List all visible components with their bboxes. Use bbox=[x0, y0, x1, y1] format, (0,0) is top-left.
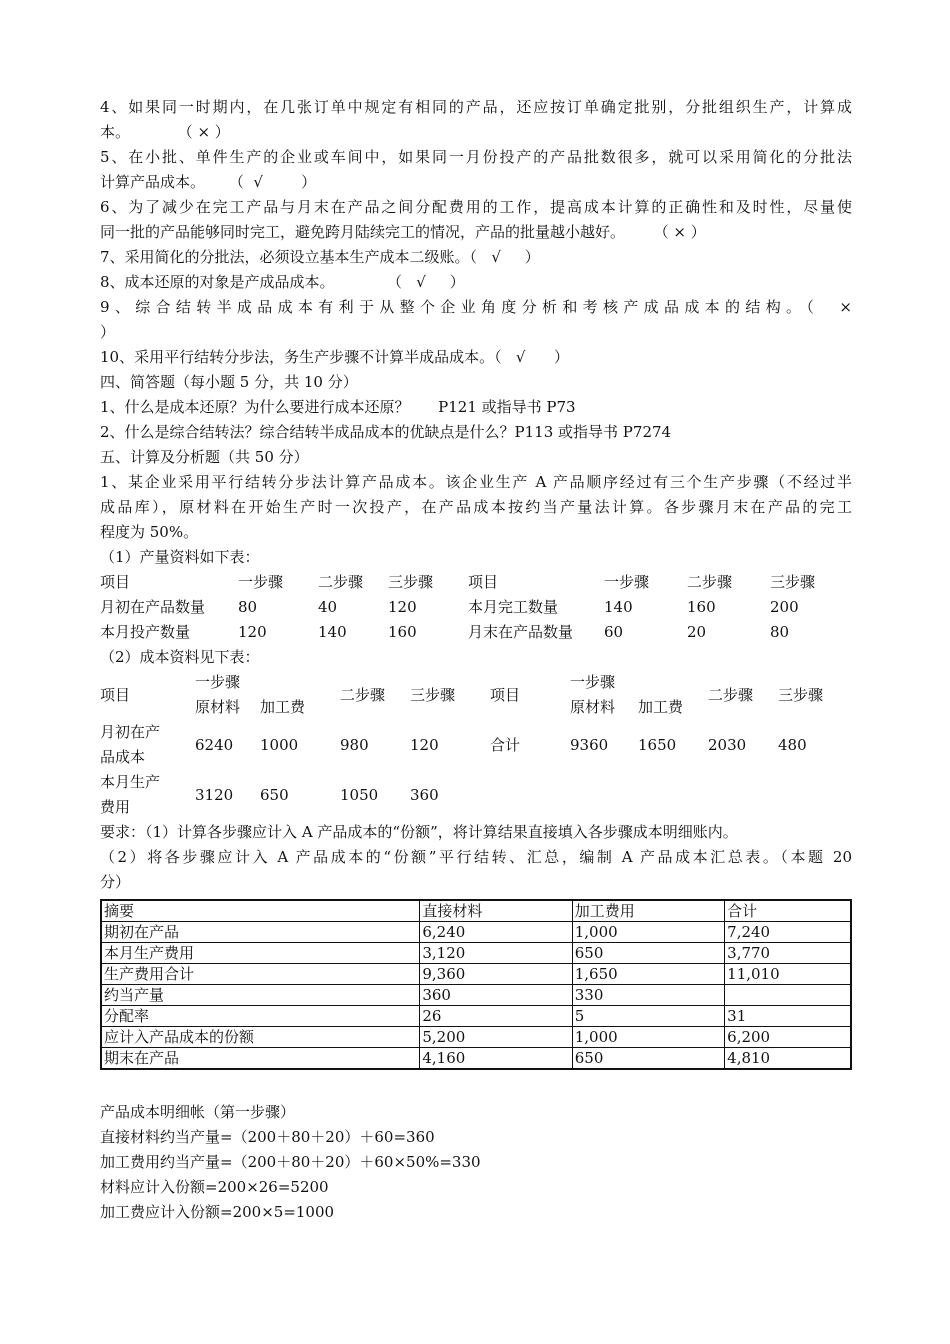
judgment-q4-line1: 4、如果同一时期内，在几张订单中规定有相同的产品，还应按订单确定批别，分批组织生产，计算成 bbox=[100, 98, 852, 116]
table-cell: 480 bbox=[778, 735, 807, 754]
table-row bbox=[101, 1027, 851, 1048]
table-cell: 650 bbox=[572, 1048, 724, 1070]
calc-heading: 五、计算及分析题（共 50 分） bbox=[100, 448, 309, 466]
table-header-row bbox=[101, 900, 851, 922]
judgment-q9-line1: 9、综合结转半成品成本有利于从整个企业角度分析和考核产成品成本的结构。（ × bbox=[100, 298, 852, 316]
table-cell: 分配率 bbox=[101, 1006, 420, 1027]
ledger-title: 产品成本明细帐（第一步骤） bbox=[100, 1103, 296, 1121]
table-cell: 6,200 bbox=[725, 1027, 851, 1048]
table-cell: 一步骤 bbox=[238, 573, 284, 591]
table-cell: 本月完工数量 bbox=[468, 598, 559, 616]
table-cell: 一步骤 bbox=[604, 573, 650, 591]
table-cell: 1,650 bbox=[572, 964, 724, 985]
table-cell: 650 bbox=[260, 785, 289, 804]
table-cell: 20 bbox=[687, 623, 707, 641]
table-cell: 1050 bbox=[340, 785, 379, 804]
table-row bbox=[100, 670, 848, 695]
table-cell: 三步骤 bbox=[410, 685, 456, 704]
table-cell: 60 bbox=[604, 623, 624, 641]
table-cell: 一步骤 bbox=[570, 673, 616, 691]
table-cell: 160 bbox=[388, 623, 417, 641]
row-label-part: 月初在产 bbox=[100, 723, 161, 741]
table-cell: 三步骤 bbox=[388, 573, 434, 591]
output-table bbox=[100, 570, 850, 645]
table-cell: 二步骤 bbox=[687, 573, 733, 591]
table-cell: 4,810 bbox=[725, 1048, 851, 1070]
judgment-q9-line2: ） bbox=[100, 323, 116, 341]
table-cell: 9,360 bbox=[420, 964, 572, 985]
table-cell: 26 bbox=[420, 1006, 572, 1027]
table-cell: 1650 bbox=[638, 735, 677, 754]
table-cell: 项目 bbox=[490, 685, 521, 704]
table-cell: 11,010 bbox=[725, 964, 851, 985]
table-cell: 80 bbox=[770, 623, 790, 641]
table-cell: 1,000 bbox=[572, 1027, 724, 1048]
calc-q1-line1: 1、某企业采用平行结转分步法计算产品成本。该企业生产 A 产品顺序经过有三个生产步骤（不经过半 bbox=[100, 473, 852, 491]
table-cell: 5 bbox=[572, 1006, 724, 1027]
cost-table-caption: （2）成本资料见下表： bbox=[100, 648, 260, 666]
table-cell: 本月生产费用 bbox=[101, 943, 420, 964]
table-row bbox=[100, 720, 848, 770]
table-cell: 120 bbox=[388, 598, 417, 616]
table-cell: 120 bbox=[238, 623, 267, 641]
output-table-caption: （1）产量资料如下表： bbox=[100, 548, 260, 566]
table-cell: 3120 bbox=[195, 785, 234, 804]
short-answer-q1: 1、什么是成本还原？为什么要进行成本还原？ P121 或指导书 P73 bbox=[100, 398, 576, 416]
table-cell: 本月投产数量 bbox=[100, 623, 191, 641]
cost-table bbox=[100, 670, 848, 820]
table-cell: 加工费 bbox=[638, 698, 684, 716]
table-cell: 项目 bbox=[100, 573, 131, 591]
table-cell: 1,000 bbox=[572, 922, 724, 943]
table-cell: 980 bbox=[340, 735, 369, 754]
table-cell: 360 bbox=[420, 985, 572, 1006]
table-cell bbox=[708, 770, 778, 820]
table-row bbox=[100, 620, 850, 645]
spacer bbox=[100, 1070, 852, 1100]
table-cell bbox=[638, 770, 708, 820]
table-cell: 140 bbox=[604, 598, 633, 616]
table-cell: 40 bbox=[318, 598, 338, 616]
table-row bbox=[101, 1048, 851, 1070]
table-cell bbox=[100, 770, 195, 820]
table-cell bbox=[725, 985, 851, 1006]
table-cell: 6240 bbox=[195, 735, 234, 754]
table-cell: 期末在产品 bbox=[101, 1048, 420, 1070]
judgment-q8: 8、成本还原的对象是产成品成本。 （ √ ） bbox=[100, 273, 465, 291]
requirement-line3: 分） bbox=[100, 873, 131, 891]
table-cell: 一步骤 bbox=[195, 673, 241, 691]
judgment-q7: 7、采用简化的分批法，必须设立基本生产成本二级账。（ √ ） bbox=[100, 248, 540, 266]
table-cell: 5,200 bbox=[420, 1027, 572, 1048]
table-cell: 二步骤 bbox=[340, 685, 386, 704]
row-label-part: 品成本 bbox=[100, 748, 146, 766]
table-cell: 120 bbox=[410, 735, 439, 754]
requirement-line1: 要求：（1）计算各步骤应计入 A 产品成本的“份额”，将计算结果直接填入各步骤成本明细账内。 bbox=[100, 823, 738, 841]
table-cell: 330 bbox=[572, 985, 724, 1006]
table-header-cell: 摘要 bbox=[101, 900, 420, 922]
table-cell: 项目 bbox=[100, 685, 131, 704]
table-cell: 3,120 bbox=[420, 943, 572, 964]
judgment-q4-line2: 本。 （ × ） bbox=[100, 123, 230, 141]
table-cell: 80 bbox=[238, 598, 258, 616]
table-row bbox=[101, 1006, 851, 1027]
calc-note-line: 加工费用约当产量=（200＋80＋20）＋60×50%=330 bbox=[100, 1153, 481, 1171]
calc-q1-line3: 程度为 50%。 bbox=[100, 523, 199, 541]
document-page bbox=[100, 95, 852, 1225]
table-cell bbox=[778, 770, 848, 820]
table-cell bbox=[570, 770, 638, 820]
table-row bbox=[101, 943, 851, 964]
table-row bbox=[100, 770, 848, 820]
table-cell: 31 bbox=[725, 1006, 851, 1027]
table-cell bbox=[100, 720, 195, 770]
table-cell: 生产费用合计 bbox=[101, 964, 420, 985]
table-cell: 3,770 bbox=[725, 943, 851, 964]
table-header-cell: 加工费用 bbox=[572, 900, 724, 922]
table-cell: 7,240 bbox=[725, 922, 851, 943]
judgment-q10: 10、采用平行结转分步法，务生产步骤不计算半成品成本。（ √ ） bbox=[100, 348, 570, 366]
table-cell: 二步骤 bbox=[708, 685, 754, 704]
table-cell: 约当产量 bbox=[101, 985, 420, 1006]
table-cell: 项目 bbox=[468, 573, 499, 591]
table-cell: 期初在产品 bbox=[101, 922, 420, 943]
table-cell: 应计入产品成本的份额 bbox=[101, 1027, 420, 1048]
table-cell: 1000 bbox=[260, 735, 299, 754]
calc-note-line: 直接材料约当产量=（200＋80＋20）＋60=360 bbox=[100, 1128, 435, 1146]
calc-note-line: 加工费应计入份额=200×5=1000 bbox=[100, 1203, 335, 1221]
row-label-part: 本月生产 bbox=[100, 773, 161, 791]
table-cell: 三步骤 bbox=[778, 685, 824, 704]
table-cell: 合计 bbox=[490, 735, 521, 754]
table-row bbox=[100, 570, 850, 595]
table-cell: 原材料 bbox=[195, 698, 241, 716]
table-row bbox=[101, 985, 851, 1006]
table-cell: 三步骤 bbox=[770, 573, 816, 591]
table-cell: 月末在产品数量 bbox=[468, 623, 574, 641]
calc-note-line: 材料应计入份额=200×26=5200 bbox=[100, 1178, 329, 1196]
short-answer-q2: 2、什么是综合结转法？综合结转半成品成本的优缺点是什么？P113 或指导书 P7274 bbox=[100, 423, 672, 441]
short-answer-heading: 四、简答题（每小题 5 分，共 10 分） bbox=[100, 373, 358, 391]
table-row bbox=[101, 922, 851, 943]
table-cell: 200 bbox=[770, 598, 799, 616]
table-header-cell: 合计 bbox=[725, 900, 851, 922]
table-cell: 加工费 bbox=[260, 698, 306, 716]
judgment-q6-line1: 6、为了减少在完工产品与月末在产品之间分配费用的工作，提高成本计算的正确性和及时性，尽量使 bbox=[100, 198, 852, 216]
table-cell: 140 bbox=[318, 623, 347, 641]
judgment-q5-line2: 计算产品成本。 （ √ ） bbox=[100, 173, 317, 191]
table-cell: 650 bbox=[572, 943, 724, 964]
cost-ledger-table bbox=[100, 899, 852, 1070]
table-cell: 原材料 bbox=[570, 698, 616, 716]
table-cell: 二步骤 bbox=[318, 573, 364, 591]
table-cell: 160 bbox=[687, 598, 716, 616]
table-cell: 月初在产品数量 bbox=[100, 598, 206, 616]
table-header-cell: 直接材料 bbox=[420, 900, 572, 922]
table-cell: 9360 bbox=[570, 735, 609, 754]
calc-q1-line2: 成品库），原材料在开始生产时一次投产，在产品成本按约当产量法计算。各步骤月末在产品的完工 bbox=[100, 498, 852, 516]
table-cell: 6,240 bbox=[420, 922, 572, 943]
row-label-part: 费用 bbox=[100, 798, 131, 816]
table-cell bbox=[490, 770, 570, 820]
judgment-q5-line1: 5、在小批、单件生产的企业或车间中，如果同一月份投产的产品批数很多，就可以采用简化的分批法 bbox=[100, 148, 852, 166]
requirement-line2: （2）将各步骤应计入 A 产品成本的“份额”平行结转、汇总，编制 A 产品成本汇总表。（本题 20 bbox=[100, 848, 852, 866]
table-cell: 2030 bbox=[708, 735, 747, 754]
table-cell: 4,160 bbox=[420, 1048, 572, 1070]
table-row bbox=[100, 595, 850, 620]
table-row bbox=[101, 964, 851, 985]
table-cell: 360 bbox=[410, 785, 439, 804]
judgment-q6-line2: 同一批的产品能够同时完工，避免跨月陆续完工的情况，产品的批量越小越好。 （ × ） bbox=[100, 223, 706, 241]
